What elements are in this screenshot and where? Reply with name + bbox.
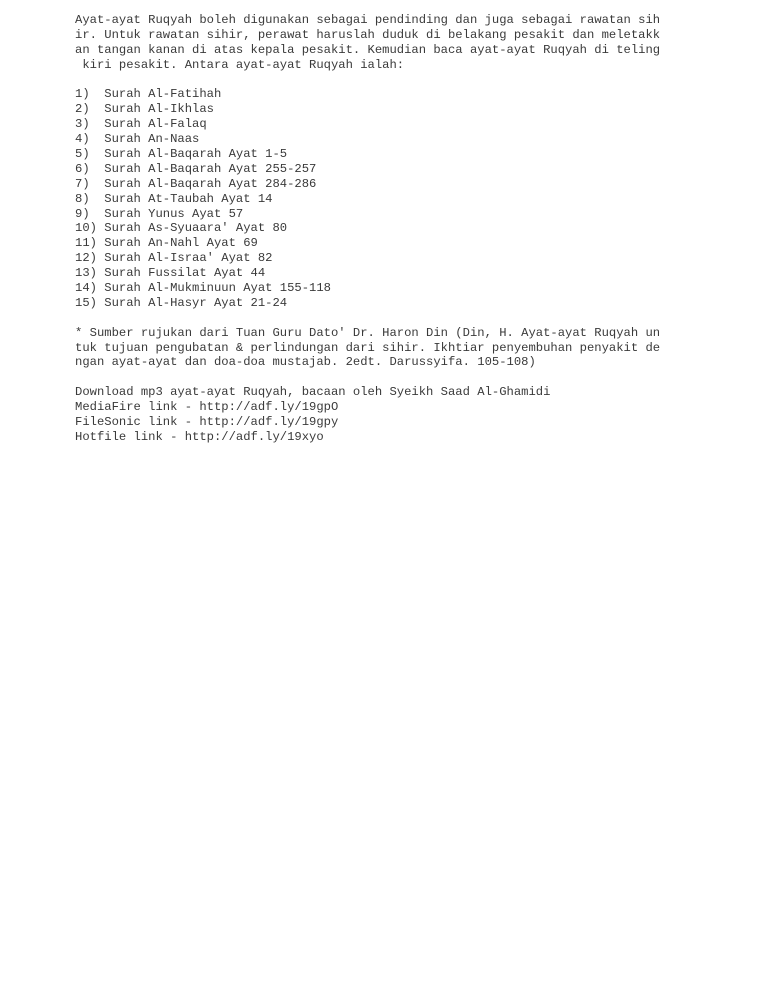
intro-line: ir. Untuk rawatan sihir, perawat haruslah duduk di belakang pesakit dan meletakk — [75, 27, 661, 42]
intro-paragraph — [75, 13, 695, 73]
list-item: 13) Surah Fussilat Ayat 44 — [75, 266, 266, 281]
download-link[interactable]: Hotfile link - http://adf.ly/19xyo — [75, 429, 324, 444]
download-link[interactable]: FileSonic link - http://adf.ly/19gpy — [75, 415, 339, 430]
list-item: 5) Surah Al-Baqarah Ayat 1-5 — [75, 147, 288, 162]
list-item: 3) Surah Al-Falaq — [75, 117, 207, 132]
reference-line: * Sumber rujukan dari Tuan Guru Dato' Dr. Haron Din (Din, H. Ayat-ayat Ruqyah un — [75, 325, 661, 340]
download-heading: Download mp3 ayat-ayat Ruqyah, bacaan oleh Syeikh Saad Al-Ghamidi — [75, 385, 551, 400]
download-section — [75, 385, 695, 445]
document-page — [75, 13, 695, 445]
download-link[interactable]: MediaFire link - http://adf.ly/19gpO — [75, 400, 339, 415]
list-item: 12) Surah Al-Israa' Ayat 82 — [75, 251, 273, 266]
reference-line: ngan ayat-ayat dan doa-doa mustajab. 2edt. Darussyifa. 105-108) — [75, 355, 536, 370]
list-item: 10) Surah As-Syuaara' Ayat 80 — [75, 221, 288, 236]
paragraph-spacer — [75, 370, 695, 385]
list-item: 11) Surah An-Nahl Ayat 69 — [75, 236, 258, 251]
reference-note — [75, 326, 695, 371]
reference-line: tuk tujuan pengubatan & perlindungan dari sihir. Ikhtiar penyembuhan penyakit de — [75, 340, 661, 355]
intro-line: Ayat-ayat Ruqyah boleh digunakan sebagai pendinding dan juga sebagai rawatan sih — [75, 13, 661, 27]
intro-line: kiri pesakit. Antara ayat-ayat Ruqyah ialah: — [75, 57, 405, 72]
paragraph-spacer — [75, 73, 695, 88]
list-item: 8) Surah At-Taubah Ayat 14 — [75, 191, 273, 206]
paragraph-spacer — [75, 311, 695, 326]
surah-list — [75, 87, 695, 310]
list-item: 15) Surah Al-Hasyr Ayat 21-24 — [75, 295, 288, 310]
list-item: 9) Surah Yunus Ayat 57 — [75, 206, 244, 221]
list-item: 1) Surah Al-Fatihah — [75, 87, 222, 102]
list-item: 7) Surah Al-Baqarah Ayat 284-286 — [75, 176, 317, 191]
list-item: 6) Surah Al-Baqarah Ayat 255-257 — [75, 161, 317, 176]
list-item: 2) Surah Al-Ikhlas — [75, 102, 214, 117]
intro-line: an tangan kanan di atas kepala pesakit. Kemudian baca ayat-ayat Ruqyah di teling — [75, 42, 661, 57]
list-item: 14) Surah Al-Mukminuun Ayat 155-118 — [75, 281, 331, 296]
list-item: 4) Surah An-Naas — [75, 132, 200, 147]
